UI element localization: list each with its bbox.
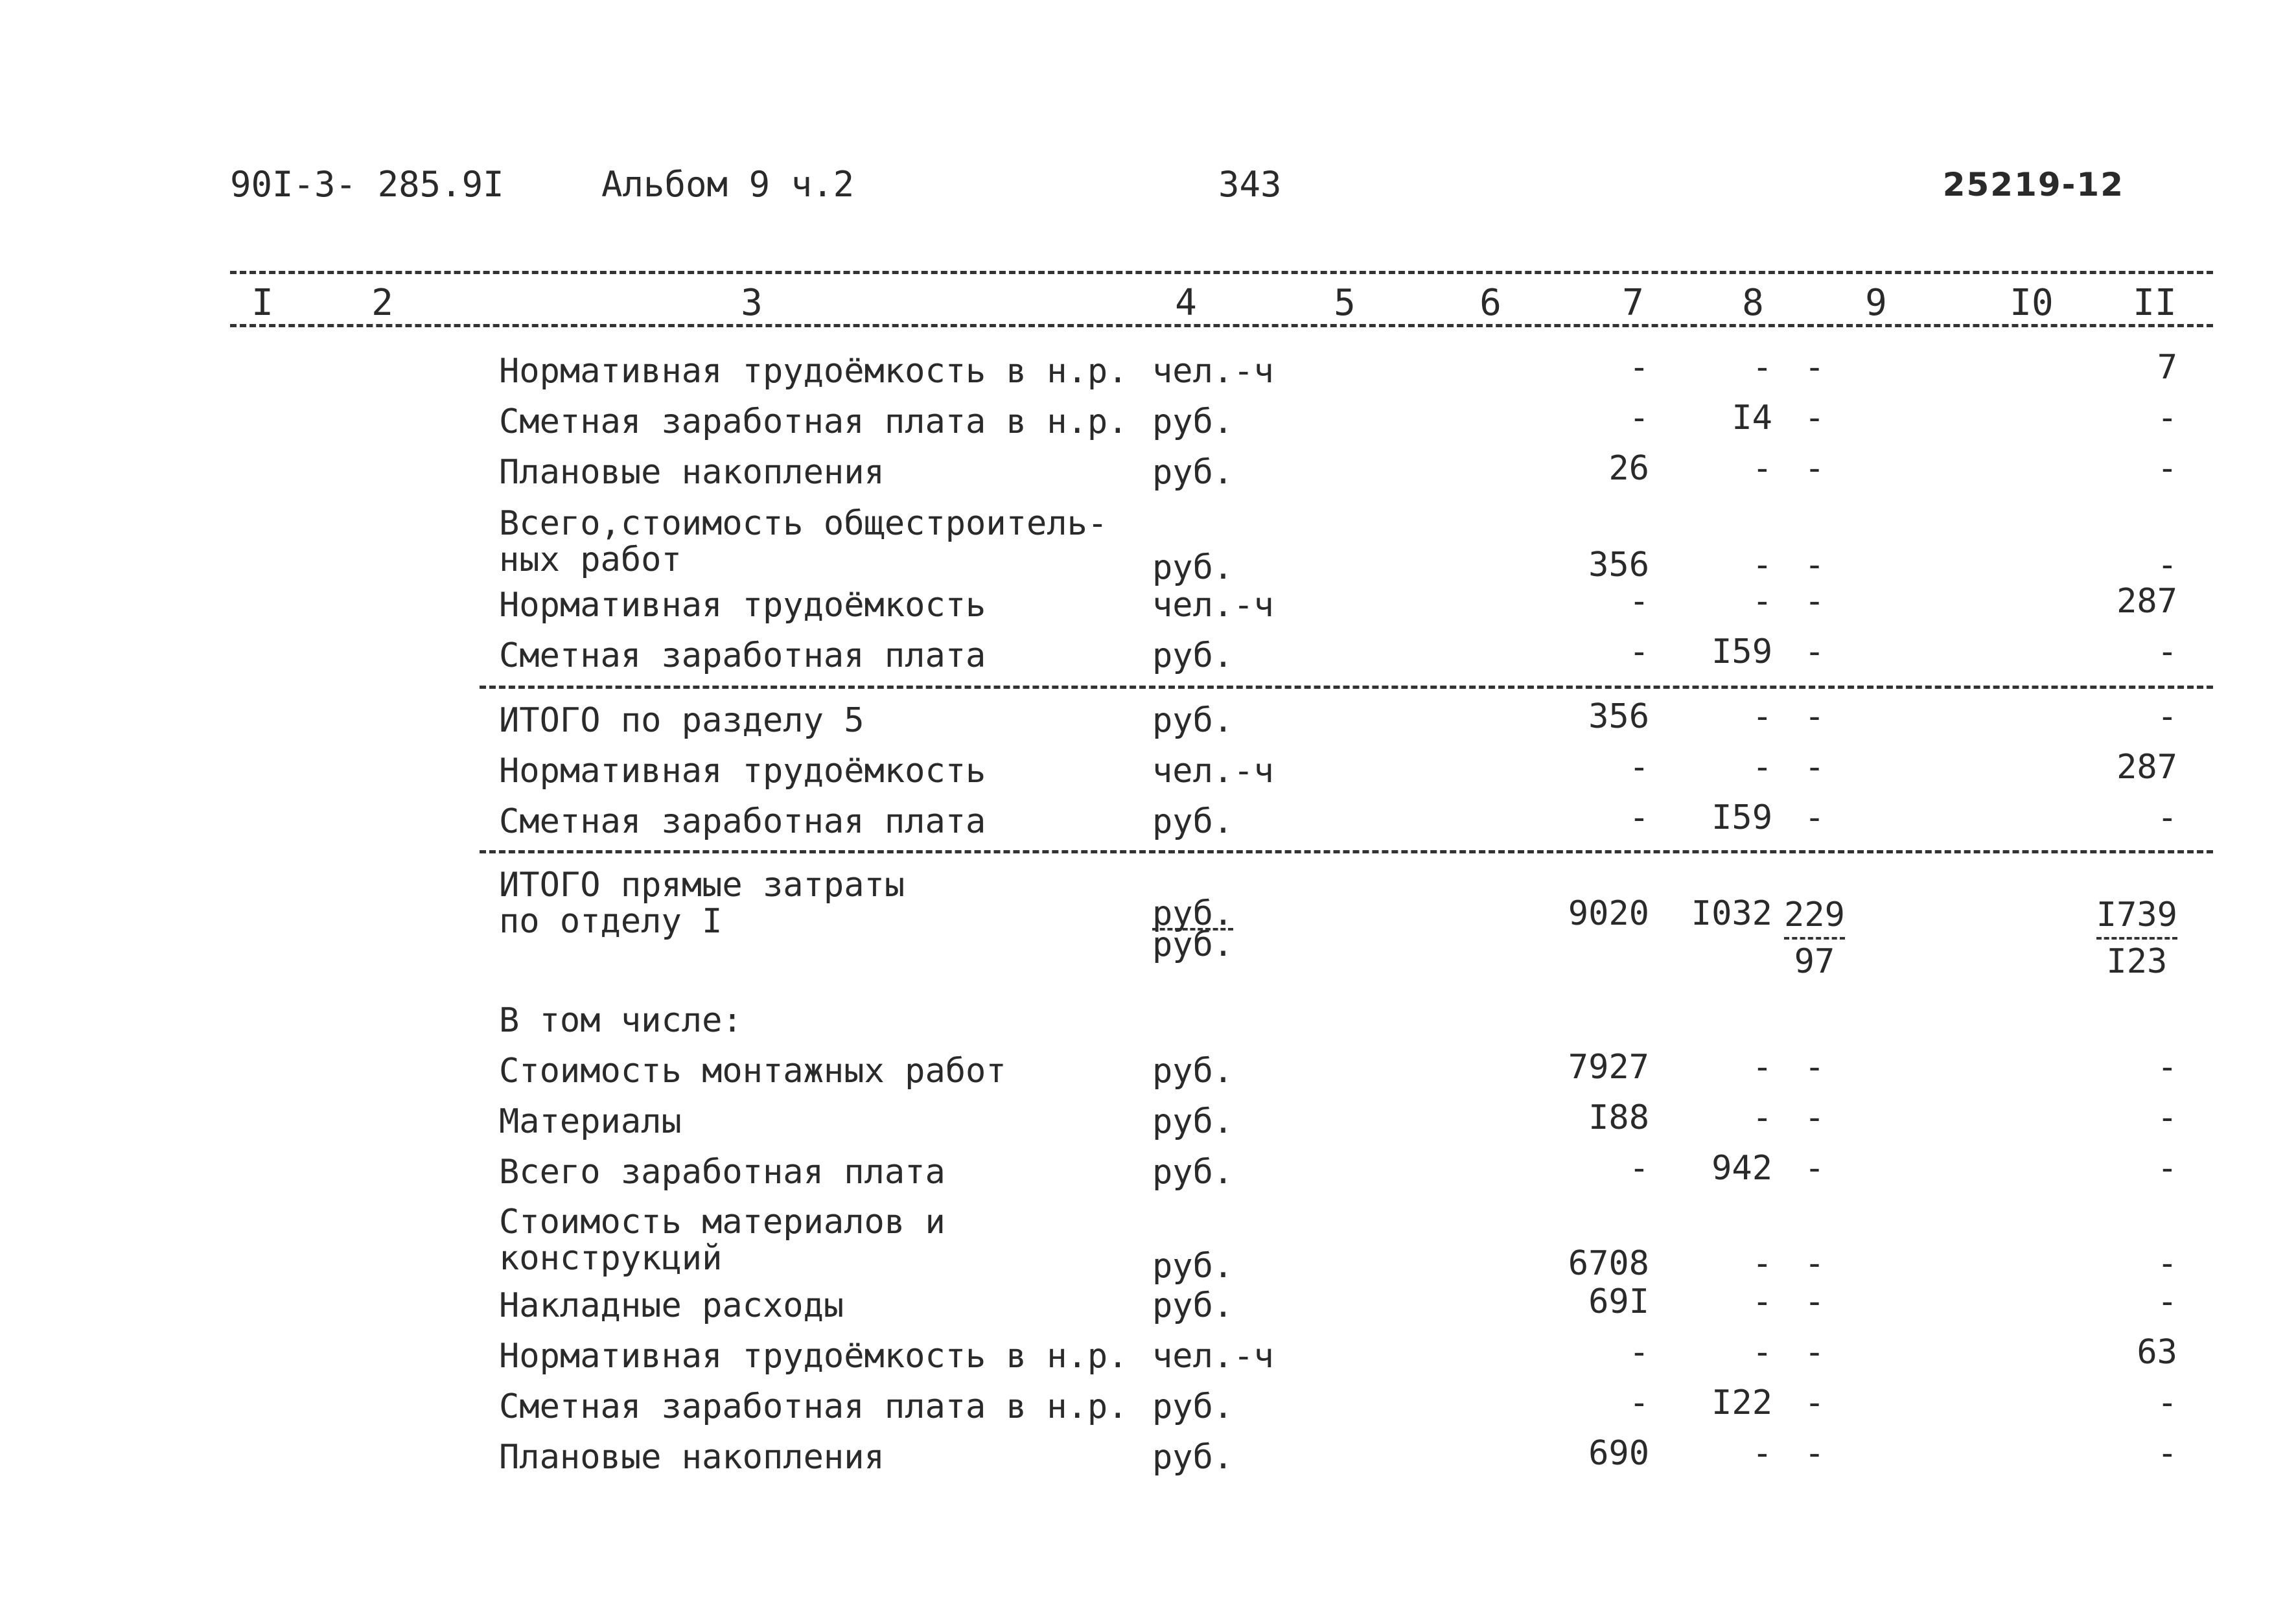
col7-value: 690 bbox=[1588, 1434, 1649, 1473]
table-row bbox=[0, 1096, 2296, 1146]
row-unit: руб. bbox=[1152, 453, 1234, 492]
row-name: Накладные расходы bbox=[499, 1286, 844, 1325]
row-unit: чел.-ч bbox=[1152, 352, 1274, 391]
col7-value: 7927 bbox=[1568, 1048, 1649, 1087]
col7-value: - bbox=[1629, 748, 1649, 787]
column-number: 4 bbox=[1175, 282, 1197, 324]
row-unit: руб. bbox=[1152, 1052, 1234, 1091]
row-unit: руб. bbox=[1152, 802, 1234, 841]
col7-value: 6708 bbox=[1568, 1244, 1649, 1283]
row-unit: руб. bbox=[1152, 1102, 1234, 1141]
row-unit: руб. bbox=[1152, 701, 1234, 740]
row-name: Всего заработная плата bbox=[499, 1153, 945, 1192]
section-rule bbox=[480, 850, 2213, 853]
table-row bbox=[0, 1431, 2296, 1482]
column-number-row bbox=[0, 281, 2296, 326]
col8-value: 942 bbox=[1711, 1149, 1772, 1188]
table-row bbox=[0, 505, 2296, 590]
row-name: Нормативная трудоёмкость bbox=[499, 586, 986, 625]
column-number: 3 bbox=[741, 282, 763, 324]
table-row bbox=[0, 1204, 2296, 1288]
col9-value: - bbox=[1804, 1048, 1825, 1087]
row-unit bbox=[1152, 894, 1234, 964]
col8-value: - bbox=[1752, 449, 1772, 488]
col8-value: - bbox=[1752, 697, 1772, 736]
row-unit: руб. bbox=[1152, 1247, 1234, 1286]
album-label: Альбом 9 ч.2 bbox=[601, 164, 855, 205]
col7-value: - bbox=[1629, 798, 1649, 837]
col11-value: - bbox=[2157, 1434, 2177, 1473]
column-header-top-rule bbox=[230, 271, 2213, 274]
col9-value: - bbox=[1804, 697, 1825, 736]
col9-value: - bbox=[1804, 1333, 1825, 1372]
column-number: 7 bbox=[1622, 282, 1644, 324]
col9-value: - bbox=[1804, 1244, 1825, 1283]
table-row bbox=[0, 796, 2296, 846]
col9-value: - bbox=[1804, 798, 1825, 837]
section-rule bbox=[480, 686, 2213, 689]
col8-value: - bbox=[1752, 546, 1772, 584]
col11-value: - bbox=[2157, 1098, 2177, 1137]
col9-value bbox=[1769, 893, 1860, 984]
column-number: 8 bbox=[1742, 282, 1764, 324]
column-number: I bbox=[251, 282, 273, 324]
row-name: Стоимость монтажных работ bbox=[499, 1052, 1006, 1091]
col11-value: - bbox=[2157, 1048, 2177, 1087]
col8-value: - bbox=[1752, 1282, 1772, 1321]
col9-value: - bbox=[1804, 582, 1825, 621]
row-name: Сметная заработная плата в н.р. bbox=[499, 1387, 1128, 1426]
page-number: 343 bbox=[1218, 164, 1282, 205]
table-row bbox=[0, 1146, 2296, 1197]
col7-value: 356 bbox=[1588, 546, 1649, 584]
col9-value: - bbox=[1804, 748, 1825, 787]
col7-value: - bbox=[1629, 1149, 1649, 1188]
col7-value: 26 bbox=[1608, 449, 1649, 488]
row-unit-bottom: руб. bbox=[1152, 925, 1234, 964]
col9-value: - bbox=[1804, 1149, 1825, 1188]
row-name: Нормативная трудоёмкость в н.р. bbox=[499, 1337, 1128, 1376]
row-name: Стоимость материалов и конструкций bbox=[499, 1203, 945, 1278]
row-unit: руб. bbox=[1152, 1438, 1234, 1477]
row-unit-top: руб. bbox=[1152, 894, 1234, 933]
project-code: 90I-3- 285.9I bbox=[230, 164, 504, 205]
col9-value-top: 229 bbox=[1784, 893, 1845, 940]
col7-value: - bbox=[1629, 582, 1649, 621]
col8-value: I4 bbox=[1732, 399, 1772, 437]
column-number: II bbox=[2133, 282, 2177, 324]
table-row bbox=[0, 1330, 2296, 1381]
column-number: 2 bbox=[371, 282, 393, 324]
row-name: Сметная заработная плата bbox=[499, 636, 986, 675]
table-row bbox=[0, 396, 2296, 446]
col7-value: - bbox=[1629, 632, 1649, 671]
row-name: Плановые накопления bbox=[499, 1438, 885, 1477]
col11-value: 287 bbox=[2116, 748, 2177, 787]
col11-value: 63 bbox=[2137, 1333, 2177, 1372]
row-unit: руб. bbox=[1152, 1387, 1234, 1426]
table-row bbox=[0, 446, 2296, 497]
col9-value-bottom: 97 bbox=[1794, 942, 1835, 981]
col9-value: - bbox=[1804, 449, 1825, 488]
col11-value: - bbox=[2157, 1282, 2177, 1321]
col8-value: I59 bbox=[1711, 632, 1772, 671]
row-name: Сметная заработная плата bbox=[499, 802, 986, 841]
col11-value: - bbox=[2157, 1149, 2177, 1188]
col8-value: - bbox=[1752, 1244, 1772, 1283]
col11-value bbox=[2048, 893, 2177, 984]
col7-value: - bbox=[1629, 348, 1649, 387]
row-name: Нормативная трудоёмкость bbox=[499, 752, 986, 791]
row-name: ИТОГО прямые затраты по отделу I bbox=[499, 866, 905, 941]
col9-value: - bbox=[1804, 1282, 1825, 1321]
row-unit: руб. bbox=[1152, 402, 1234, 441]
table-row bbox=[0, 745, 2296, 796]
col11-value: - bbox=[2157, 399, 2177, 437]
table-row bbox=[0, 579, 2296, 630]
col11-value: - bbox=[2157, 632, 2177, 671]
col7-value: 69I bbox=[1588, 1282, 1649, 1321]
row-name: Всего,стоимость общестроитель- ных работ bbox=[499, 504, 1108, 579]
col8-value: - bbox=[1752, 582, 1772, 621]
col8-value: - bbox=[1752, 1333, 1772, 1372]
document-number: 25219-12 bbox=[1942, 166, 2124, 203]
col8-value: - bbox=[1752, 1434, 1772, 1473]
column-number: I0 bbox=[2010, 282, 2054, 324]
col11-value: - bbox=[2157, 546, 2177, 584]
col8-value: I22 bbox=[1711, 1383, 1772, 1422]
table-row-total-direct-costs bbox=[0, 866, 2296, 981]
row-unit: руб. bbox=[1152, 1286, 1234, 1325]
col7-value: - bbox=[1629, 399, 1649, 437]
row-name: Нормативная трудоёмкость в н.р. bbox=[499, 352, 1128, 391]
col7-value: - bbox=[1629, 1333, 1649, 1372]
col9-value: - bbox=[1804, 546, 1825, 584]
row-unit: чел.-ч bbox=[1152, 1337, 1274, 1376]
col7-value: I88 bbox=[1588, 1098, 1649, 1137]
column-number: 6 bbox=[1479, 282, 1502, 324]
column-header-bottom-rule bbox=[230, 324, 2213, 327]
col11-value: - bbox=[2157, 697, 2177, 736]
row-name: В том числе: bbox=[499, 1001, 743, 1040]
col7-value: 356 bbox=[1588, 697, 1649, 736]
col9-value: - bbox=[1804, 1434, 1825, 1473]
col11-value: 7 bbox=[2157, 348, 2177, 387]
col9-value: - bbox=[1804, 348, 1825, 387]
table-row bbox=[0, 695, 2296, 745]
col7-value: - bbox=[1629, 1383, 1649, 1422]
col11-value-bottom: I23 bbox=[2106, 942, 2168, 981]
col8-value: - bbox=[1752, 1098, 1772, 1137]
col7-value: 9020 bbox=[1568, 894, 1649, 933]
row-unit: чел.-ч bbox=[1152, 586, 1274, 625]
col11-value: - bbox=[2157, 798, 2177, 837]
col11-value: - bbox=[2157, 1383, 2177, 1422]
row-unit: чел.-ч bbox=[1152, 752, 1274, 791]
row-name: Материалы bbox=[499, 1102, 682, 1141]
col9-value: - bbox=[1804, 632, 1825, 671]
col9-value: - bbox=[1804, 399, 1825, 437]
col8-value: - bbox=[1752, 1048, 1772, 1087]
col8-value: I59 bbox=[1711, 798, 1772, 837]
col8-value: - bbox=[1752, 348, 1772, 387]
column-number: 5 bbox=[1334, 282, 1356, 324]
table-row bbox=[0, 1381, 2296, 1431]
col9-value: - bbox=[1804, 1383, 1825, 1422]
row-unit: руб. bbox=[1152, 636, 1234, 675]
row-name: ИТОГО по разделу 5 bbox=[499, 701, 864, 740]
table-row bbox=[0, 345, 2296, 396]
column-number: 9 bbox=[1865, 282, 1887, 324]
table-row-including bbox=[0, 995, 2296, 1045]
col9-value: - bbox=[1804, 1098, 1825, 1137]
col8-value: - bbox=[1752, 748, 1772, 787]
row-unit: руб. bbox=[1152, 548, 1234, 587]
table-row bbox=[0, 1280, 2296, 1330]
table-row bbox=[0, 630, 2296, 680]
row-name: Сметная заработная плата в н.р. bbox=[499, 402, 1128, 441]
col11-value: - bbox=[2157, 449, 2177, 488]
row-name: Плановые накопления bbox=[499, 453, 885, 492]
row-unit: руб. bbox=[1152, 1153, 1234, 1192]
col8-value: I032 bbox=[1691, 894, 1772, 933]
table-row bbox=[0, 1045, 2296, 1096]
col11-value-top: I739 bbox=[2096, 893, 2177, 940]
col11-value: - bbox=[2157, 1244, 2177, 1283]
col11-value: 287 bbox=[2116, 582, 2177, 621]
